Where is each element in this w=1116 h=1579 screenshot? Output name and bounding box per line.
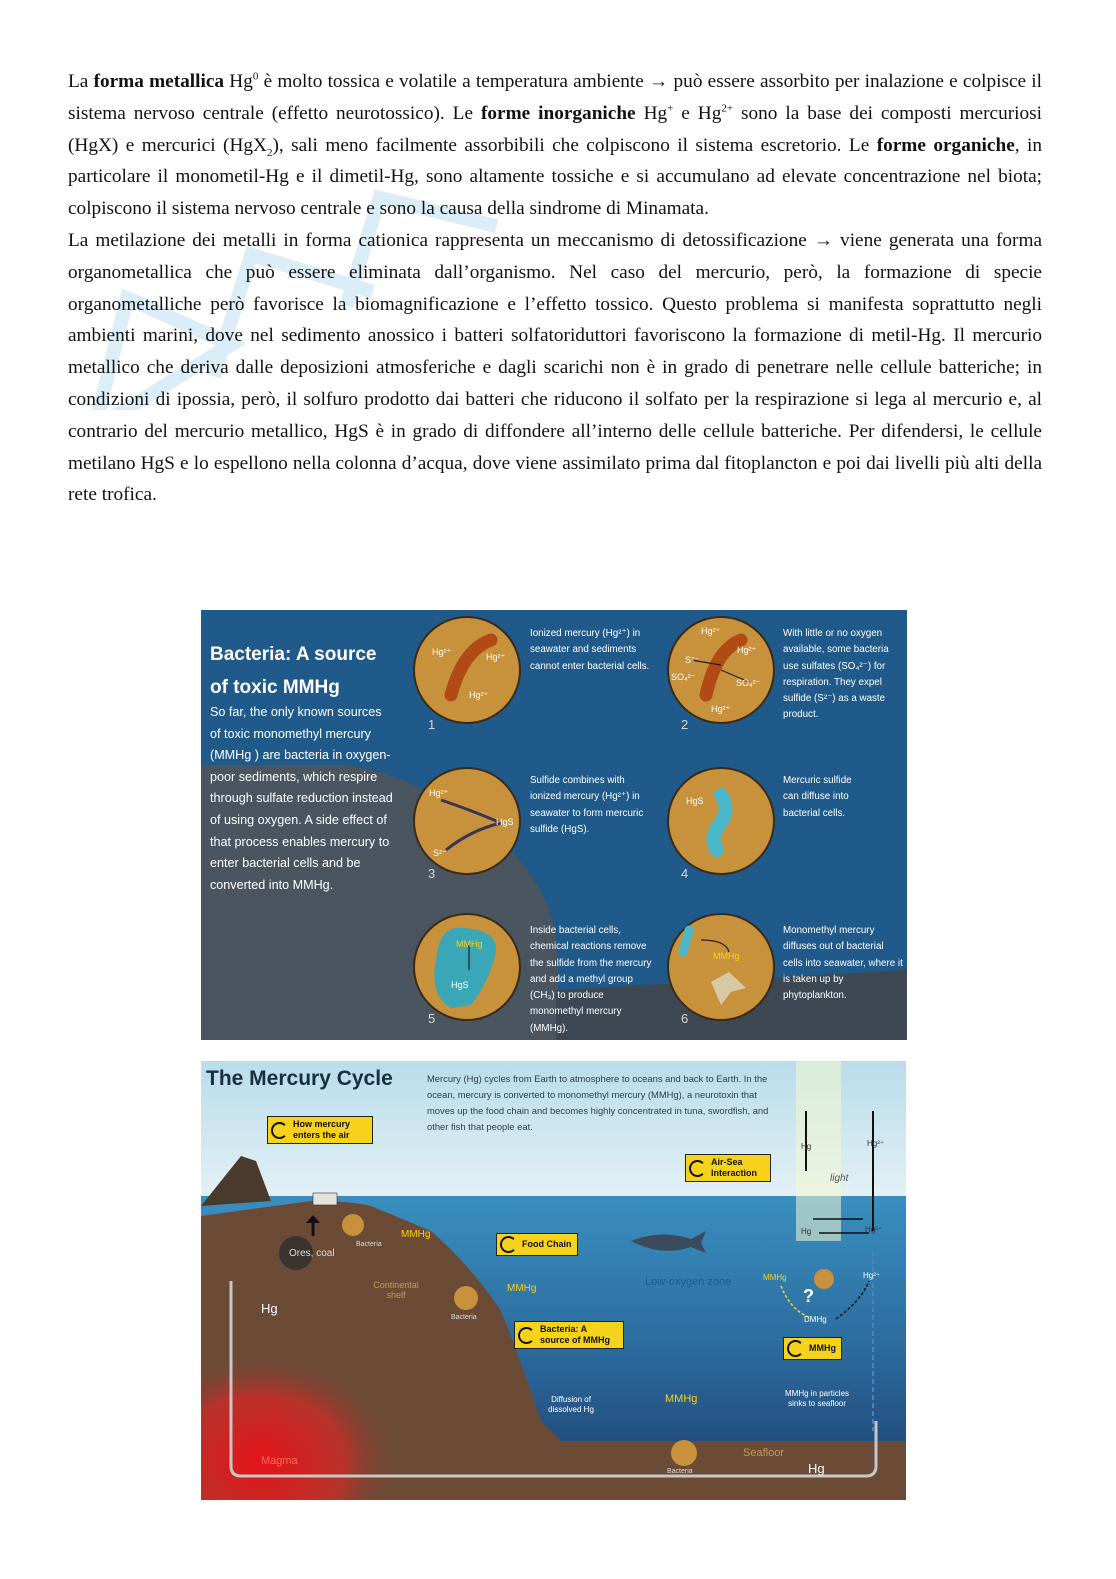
step-number: 3	[428, 866, 436, 881]
label-hgs: HgS	[451, 980, 469, 990]
label-mmhg: MMHg	[401, 1229, 431, 1240]
mercury-cycle-figure	[201, 1061, 906, 1500]
label-dmhg: DMHg	[804, 1315, 827, 1324]
label-continental-shelf: Continental shelf	[373, 1280, 419, 1300]
step-number: 2	[681, 717, 689, 732]
step-2-text: With little or no oxygen available, some bacteria use sulfates (SO₄²⁻) for respiration. They expel sulfide (S²⁻) as a waste product.	[783, 628, 889, 721]
step-number: 1	[428, 717, 436, 732]
label-bacteria: Bacteria	[451, 1314, 477, 1321]
label-hg2: Hg²⁺	[469, 690, 489, 700]
label-hgs: HgS	[686, 796, 704, 806]
cycle-icon	[689, 1160, 706, 1177]
step-6-text: Monomethyl mercury diffuses out of bacterial cells into seawater, where it is taken up by phytoplankton.	[783, 925, 903, 1002]
label-seafloor: Seafloor	[743, 1447, 784, 1459]
label-hg: Hg	[801, 1227, 812, 1236]
label-hg2: Hg²⁺	[863, 1271, 881, 1280]
label-magma: Magma	[261, 1455, 298, 1467]
label-hg2: Hg²⁺	[429, 788, 449, 798]
label-mmhg: MMHg	[665, 1393, 698, 1405]
tag-food-chain[interactable]: Food Chain	[496, 1233, 578, 1256]
label-hg2: Hg²⁺	[432, 647, 452, 657]
cycle-icon	[271, 1122, 288, 1139]
label-question: ?	[803, 1286, 814, 1306]
label-low-oxygen-zone: Low-oxygen zone	[645, 1276, 732, 1288]
label-mmhg: MMHg	[456, 939, 483, 949]
label-hgs: HgS	[496, 817, 514, 827]
bacterium-cell-6	[683, 930, 689, 952]
label-hg: Hg	[261, 1301, 278, 1316]
label-mmhg: MMHg	[507, 1283, 537, 1294]
cycle-intro: Mercury (Hg) cycles from Earth to atmosphere to oceans and back to Earth. In the ocean, mercury is converted to monomethyl mercury (MMHg), a neurotoxin that moves up the food chain and becomes highly concentrated in tuna, swordfish, and other fish that people eat.	[427, 1073, 769, 1132]
tag-bacteria-source[interactable]: Bacteria: A source of MMHg	[514, 1321, 624, 1349]
cycle-icon	[500, 1236, 517, 1253]
label-diffusion: Diffusion of dissolved Hg	[548, 1395, 594, 1414]
paragraph-2: La metilazione dei metalli in forma cationica rappresenta un meccanismo di detossificazione → viene generata una forma organometallica che può essere eliminata dall’organismo. Nel caso del mercurio, però, la formazione di specie organometalliche però favorisce la biomagnificazione e l’effetto tossico. Questo problema si manifesta soprattutto negli ambienti marini, dove nel sedimento anossico i batteri solfatoriduttori favoriscono la formazione di metil-Hg. Il mercurio metallico che deriva dalle deposizioni atmosferiche e dagli scarichi non è in grado di penetrare nelle cellule batteriche; in condizioni di ipossia, però, il solfuro prodotto dai batteri che riducono il solfato per la respirazione si lega al mercurio e, al contrario del mercurio metallico, HgS è in grado di diffondere all’interno delle cellule batteriche. Per difendersi, le cellule metilano HgS e lo espellono nella colonna d’acqua, dove viene assimilato prima dal fitoplancton e poi dai livelli più alti della rete trofica.	[68, 229, 1042, 506]
label-light: light	[830, 1173, 849, 1184]
label-hg2: Hg²⁺	[711, 704, 731, 714]
paragraph-1: La forma metallica Hg$^0$ è molto tossica e volatile a temperatura ambiente → può essere assorbito per inalazione e colpisce il sistema nervoso centrale (effetto neurotossico). Le forme inorganiche Hg+ e $Hg^{2+}$ sono la base dei composti mercuriosi (HgX) e mercurici (HgX$_2$), sali meno facilmente assorbibili che colpiscono il sistema escretorio. Le forme organiche, in particolare il monometil-Hg e il dimetil-Hg, sono altamente tossiche e si accumulano ad elevate concentrazione nel biota; colpiscono il sistema nervoso centrale e sono la causa della sindrome di Minamata.	[68, 70, 1043, 220]
bacteria-figure-intro: So far, the only known sources of toxic monomethyl mercury (MMHg ) are bacteria in oxygen-poor sediments, which respire through sulfate reduction instead of using oxygen. A side effect of that process enables mercury to enter bacterial cells and be converted into MMHg.	[210, 705, 393, 892]
label-so4: SO₄²⁻	[736, 678, 761, 688]
step-1-text: Ionized mercury (Hg²⁺) in seawater and sediments cannot enter bacterial cells.	[530, 628, 650, 672]
label-hg2: Hg²⁺	[867, 1139, 885, 1148]
label-hg2: Hg²⁺	[486, 652, 506, 662]
step-4-text: Mercuric sulfide can diffuse into bacterial cells.	[783, 775, 852, 819]
label-particles-sink: MMHg in particles sinks to seafloor	[785, 1389, 850, 1408]
label-ores-coal: Ores, coal	[289, 1248, 335, 1259]
label-bacteria: Bacteria	[667, 1468, 693, 1475]
step-3-text: Sulfide combines with ionized mercury (Hg²⁺) in seawater to form mercuric sulfide (HgS).	[530, 775, 644, 835]
cycle-title: The Mercury Cycle	[206, 1067, 393, 1090]
body-text	[68, 66, 1042, 511]
label-s2: S²⁻	[433, 848, 447, 858]
tag-how-mercury-enters-air[interactable]: How mercury enters the air	[267, 1116, 373, 1144]
label-hg: Hg	[808, 1461, 825, 1476]
label-hg: Hg	[801, 1142, 812, 1151]
label-hg2: Hg²⁺	[737, 645, 757, 655]
tag-air-sea-interaction[interactable]: Air-Sea Interaction	[685, 1154, 771, 1182]
label-s2: S²⁻	[685, 655, 699, 665]
step-number: 6	[681, 1011, 689, 1026]
label-so4: SO₄²⁻	[671, 672, 696, 682]
label-hg2: Hg²⁺	[865, 1225, 883, 1234]
label-bacteria: Bacteria	[356, 1241, 382, 1248]
label-hg2: Hg²⁺	[701, 626, 721, 636]
bacteria-figure	[201, 610, 907, 1040]
tag-mmhg[interactable]: MMHg	[783, 1337, 842, 1360]
bacteria-figure-title: Bacteria: A source of toxic MMHg	[210, 644, 377, 698]
step-number: 5	[428, 1011, 436, 1026]
step-number: 4	[681, 866, 689, 881]
cycle-icon	[787, 1340, 804, 1357]
cycle-icon	[518, 1327, 535, 1344]
step-5-text: Inside bacterial cells, chemical reactions remove the sulfide from the mercury and add a methyl group (CH₃) to produce monomethyl mercury (MMHg).	[530, 925, 652, 1034]
label-mmhg: MMHg	[713, 951, 740, 961]
label-mmhg: MMHg	[763, 1273, 787, 1282]
